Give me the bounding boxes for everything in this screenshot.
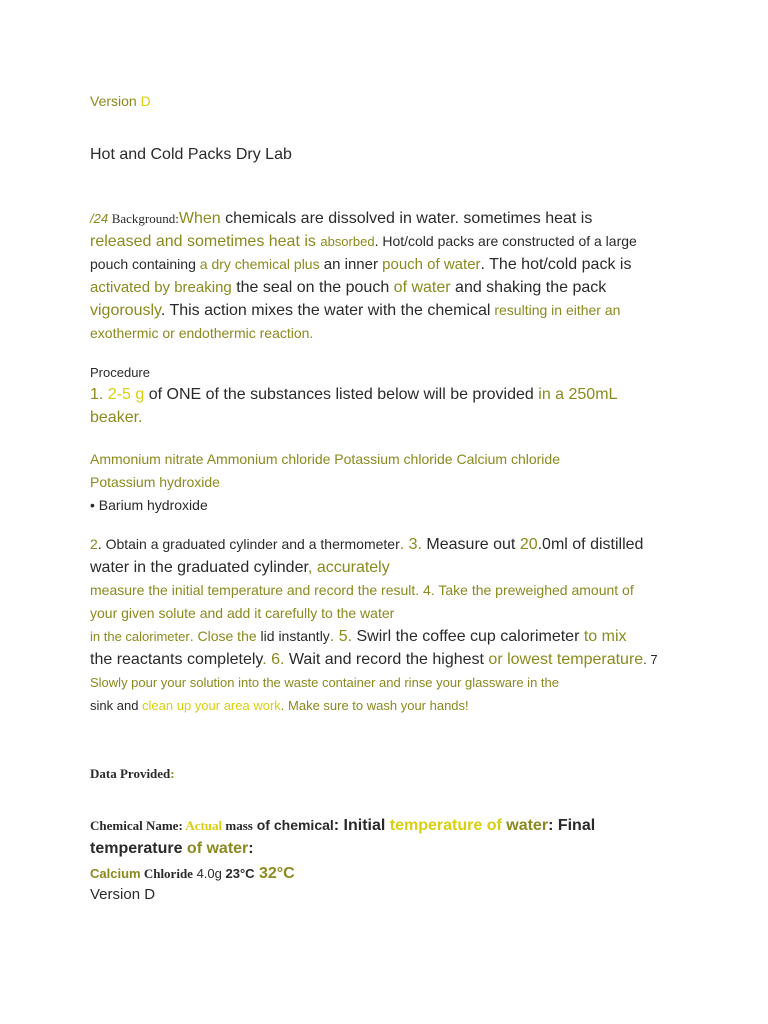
- bg-text: pouch of water: [382, 256, 481, 273]
- step-text: Wait and record the highest: [284, 651, 484, 668]
- step-text: Swirl the coffee cup calorimeter: [352, 628, 580, 645]
- header-text: : Final: [548, 817, 596, 834]
- bg-text: vigorously: [90, 302, 161, 319]
- substance-item: chloride: [399, 451, 453, 467]
- bg-text: When: [178, 210, 221, 227]
- step-text: Measure out: [421, 536, 520, 553]
- substance-item: Ammonium chloride: [203, 451, 331, 467]
- version-letter: D: [140, 93, 151, 109]
- bg-text: chemicals are dissolved in water: [220, 210, 455, 227]
- bg-text: and sometimes heat: [151, 233, 305, 250]
- step-text: . Obtain a graduated cylinder and a thermometer: [97, 536, 400, 552]
- step-text: sink and: [90, 698, 139, 713]
- data-table-header: [90, 814, 690, 860]
- document-title: Hot and Cold Packs Dry Lab: [90, 146, 292, 163]
- substance-item: Potassium hydroxide: [90, 474, 220, 490]
- step-text: the reactants completely: [90, 651, 263, 668]
- bg-text: an inner: [319, 256, 383, 273]
- step-text: Slowly pour your solution into the waste container and rinse your glassware in the: [90, 675, 559, 690]
- step-text: 2: [90, 536, 98, 552]
- substance-item: Calcium: [452, 451, 508, 467]
- step-text: . Make sure to wash your hands!: [280, 698, 469, 713]
- chemical-name: Chloride: [140, 866, 193, 881]
- header-text: water: [501, 817, 549, 834]
- step-text: water in the graduated cylinder: [90, 559, 308, 576]
- header-text: temperature of: [389, 817, 502, 834]
- substance-item: • Barium hydroxide: [90, 497, 208, 513]
- header-text: temperature: [90, 840, 183, 857]
- step-text: in the calorimeter: [90, 629, 190, 644]
- bg-text: exothermic or endothermic reaction.: [90, 325, 314, 341]
- bg-text: pouch containing: [90, 256, 200, 272]
- step-text: 1.: [90, 386, 108, 403]
- version-prefix: Version: [90, 93, 141, 109]
- header-text: Actual: [185, 818, 223, 833]
- step-text: measure the initial temperature and record the result: [90, 582, 416, 598]
- step-text: . 6.: [262, 651, 285, 668]
- bg-text: is: [304, 233, 321, 250]
- bg-text: the seal on the pouch: [231, 279, 394, 296]
- step-text: 20: [519, 536, 538, 553]
- data-table-row: [90, 862, 690, 885]
- substance-item: Ammonium nitrate: [90, 451, 204, 467]
- step-text: . 4. Take the preweighed amount of: [415, 582, 634, 598]
- step-text: your given solute and add it carefully to the water: [90, 605, 395, 621]
- step-text: , accurately: [307, 559, 390, 576]
- chemical-mass: 4.0g: [192, 866, 226, 881]
- step-text: 2-5 g: [107, 386, 145, 403]
- substances-list: [90, 448, 690, 517]
- substance-item: Potassium: [330, 451, 400, 467]
- background-label: Background:: [111, 211, 179, 226]
- header-text: of chemical: [252, 817, 334, 833]
- data-provided-heading: [90, 766, 690, 782]
- substance-item: chloride: [507, 451, 560, 467]
- step-text: in a 250mL: [533, 386, 618, 403]
- step-text: beaker.: [90, 409, 143, 426]
- bg-text: . This action mixes the water with the chemical: [160, 302, 491, 319]
- data-provided-label: Data Provided: [90, 766, 171, 781]
- version-label-bottom: Version D: [90, 886, 156, 903]
- procedure-steps-2-7: [90, 533, 690, 717]
- bg-text: a dry chemical plus: [199, 256, 320, 272]
- bg-text: of water: [393, 279, 451, 296]
- procedure-heading: Procedure: [90, 365, 150, 380]
- step-text: clean up your area work: [138, 698, 281, 713]
- header-text: Chemical Name:: [90, 818, 186, 833]
- version-label-top: [90, 93, 690, 109]
- initial-temperature: 23°C: [225, 866, 255, 881]
- header-text: mass: [222, 818, 253, 833]
- bg-text: released: [90, 233, 152, 250]
- procedure-step-1: [90, 383, 690, 429]
- step-text: . Close the: [189, 628, 257, 644]
- step-text: to mix: [579, 628, 627, 645]
- final-temperature: 32°C: [254, 865, 295, 882]
- header-text: water: [202, 840, 249, 857]
- points-label: /24: [90, 211, 112, 226]
- background-paragraph: [90, 207, 690, 345]
- step-text: or lowest temperature: [483, 651, 644, 668]
- bg-text: and shaking the pack: [450, 279, 607, 296]
- header-text: :: [248, 840, 254, 857]
- step-text: lid instantly: [256, 628, 330, 644]
- step-text: of ONE of the substances listed below will be provided: [144, 386, 534, 403]
- bg-text: . sometimes heat is: [454, 210, 593, 227]
- chemical-name: Calcium: [90, 866, 141, 881]
- header-text: : Initial: [333, 817, 390, 834]
- bg-text: . Hot/cold packs are constructed of a large: [374, 233, 637, 249]
- data-provided-colon: :: [170, 766, 175, 781]
- step-text: . 5.: [329, 628, 353, 645]
- step-text: . 7: [643, 652, 658, 667]
- bg-text: activated by breaking: [90, 279, 232, 296]
- bg-text: . The hot/cold pack is: [480, 256, 632, 273]
- step-text: . 3.: [399, 536, 422, 553]
- bg-text: resulting in either an: [490, 302, 621, 318]
- bg-text: absorbed: [320, 234, 375, 249]
- header-text: of: [182, 840, 203, 857]
- step-text: .0ml of distilled: [537, 536, 644, 553]
